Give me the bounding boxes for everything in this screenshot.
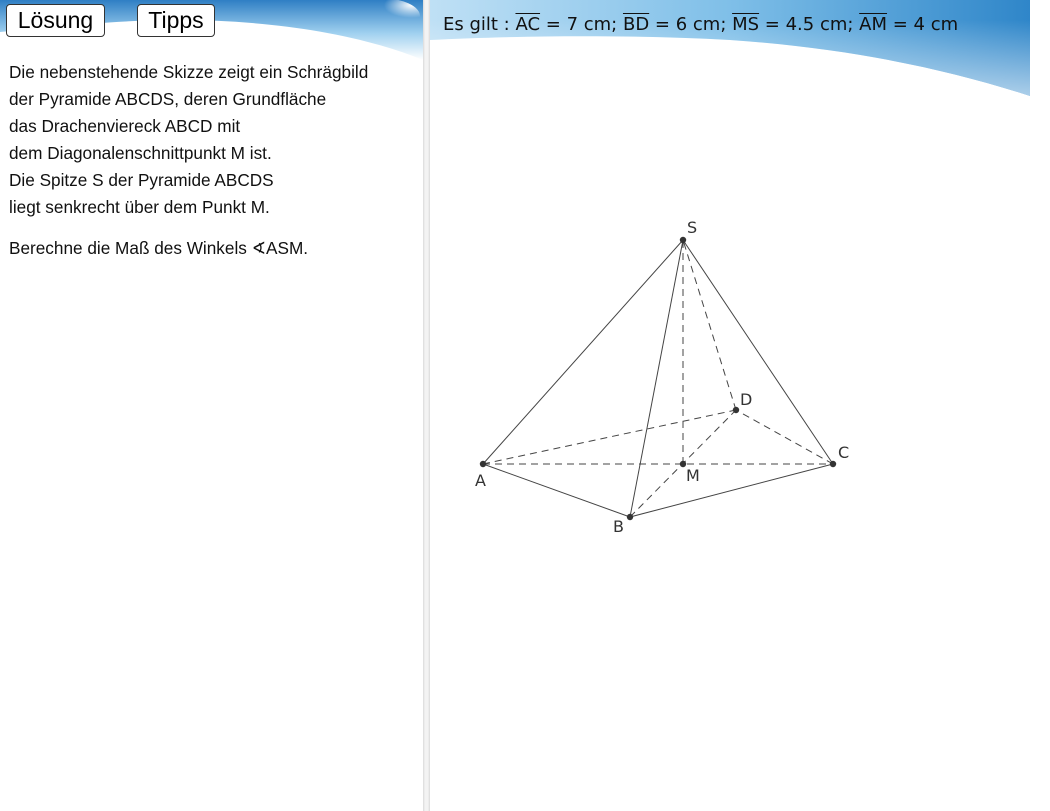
problem-description bbox=[9, 59, 419, 221]
edge-as bbox=[483, 240, 683, 464]
task-text: Berechne die Maß des Winkels ∢ASM. bbox=[9, 238, 309, 258]
problem-line: Die nebenstehende Skizze zeigt ein Schrägbild bbox=[9, 62, 369, 82]
problem-line: Die Spitze S der Pyramide ABCDS bbox=[9, 170, 274, 190]
point-b[interactable] bbox=[627, 514, 633, 520]
problem-line: liegt senkrecht über dem Punkt M. bbox=[9, 197, 270, 217]
point-d[interactable] bbox=[733, 407, 739, 413]
point-c[interactable] bbox=[830, 461, 836, 467]
segment-ac-value: = 7 cm; bbox=[540, 14, 623, 35]
right-margin bbox=[1030, 0, 1050, 811]
point-s[interactable] bbox=[680, 237, 686, 243]
label-b: B bbox=[613, 517, 624, 536]
label-c: C bbox=[838, 443, 850, 462]
given-prefix: Es gilt : bbox=[443, 14, 516, 35]
edge-ad bbox=[483, 410, 736, 464]
segment-am: $\overline{AM}$ bbox=[859, 14, 888, 35]
segment-am-value: = 4 cm bbox=[887, 14, 959, 35]
problem-line: der Pyramide ABCDS, deren Grundfläche bbox=[9, 89, 327, 109]
point-a[interactable] bbox=[480, 461, 486, 467]
segment-bd-value: = 6 cm; bbox=[649, 14, 733, 35]
label-a: A bbox=[475, 471, 486, 490]
problem-line: das Drachenviereck ABCD mit bbox=[9, 116, 241, 136]
segment-ac: $\overline{AC}$ bbox=[515, 14, 541, 35]
label-d: D bbox=[740, 390, 753, 409]
left-pane bbox=[0, 0, 423, 811]
edge-bs bbox=[630, 240, 683, 517]
problem-line: dem Diagonalenschnittpunkt M ist. bbox=[9, 143, 272, 163]
edge-cs bbox=[683, 240, 833, 464]
label-s: S bbox=[687, 218, 698, 237]
label-m: M bbox=[686, 466, 700, 485]
segment-bd: $\overline{BD}$ bbox=[622, 14, 650, 35]
pane-divider[interactable] bbox=[423, 0, 430, 811]
solution-button[interactable]: Lösung bbox=[6, 4, 105, 37]
edge-ab bbox=[483, 464, 630, 517]
segment-ms-value: = 4.5 cm; bbox=[759, 14, 860, 35]
graphics-view[interactable] bbox=[430, 0, 1030, 811]
edge-ds bbox=[683, 240, 736, 410]
pyramid-sketch[interactable] bbox=[430, 0, 1030, 811]
tips-button[interactable]: Tipps bbox=[137, 4, 215, 37]
edge-bc bbox=[630, 464, 833, 517]
edge-cd bbox=[736, 410, 833, 464]
segment-ms: $\overline{MS}$ bbox=[732, 14, 760, 35]
